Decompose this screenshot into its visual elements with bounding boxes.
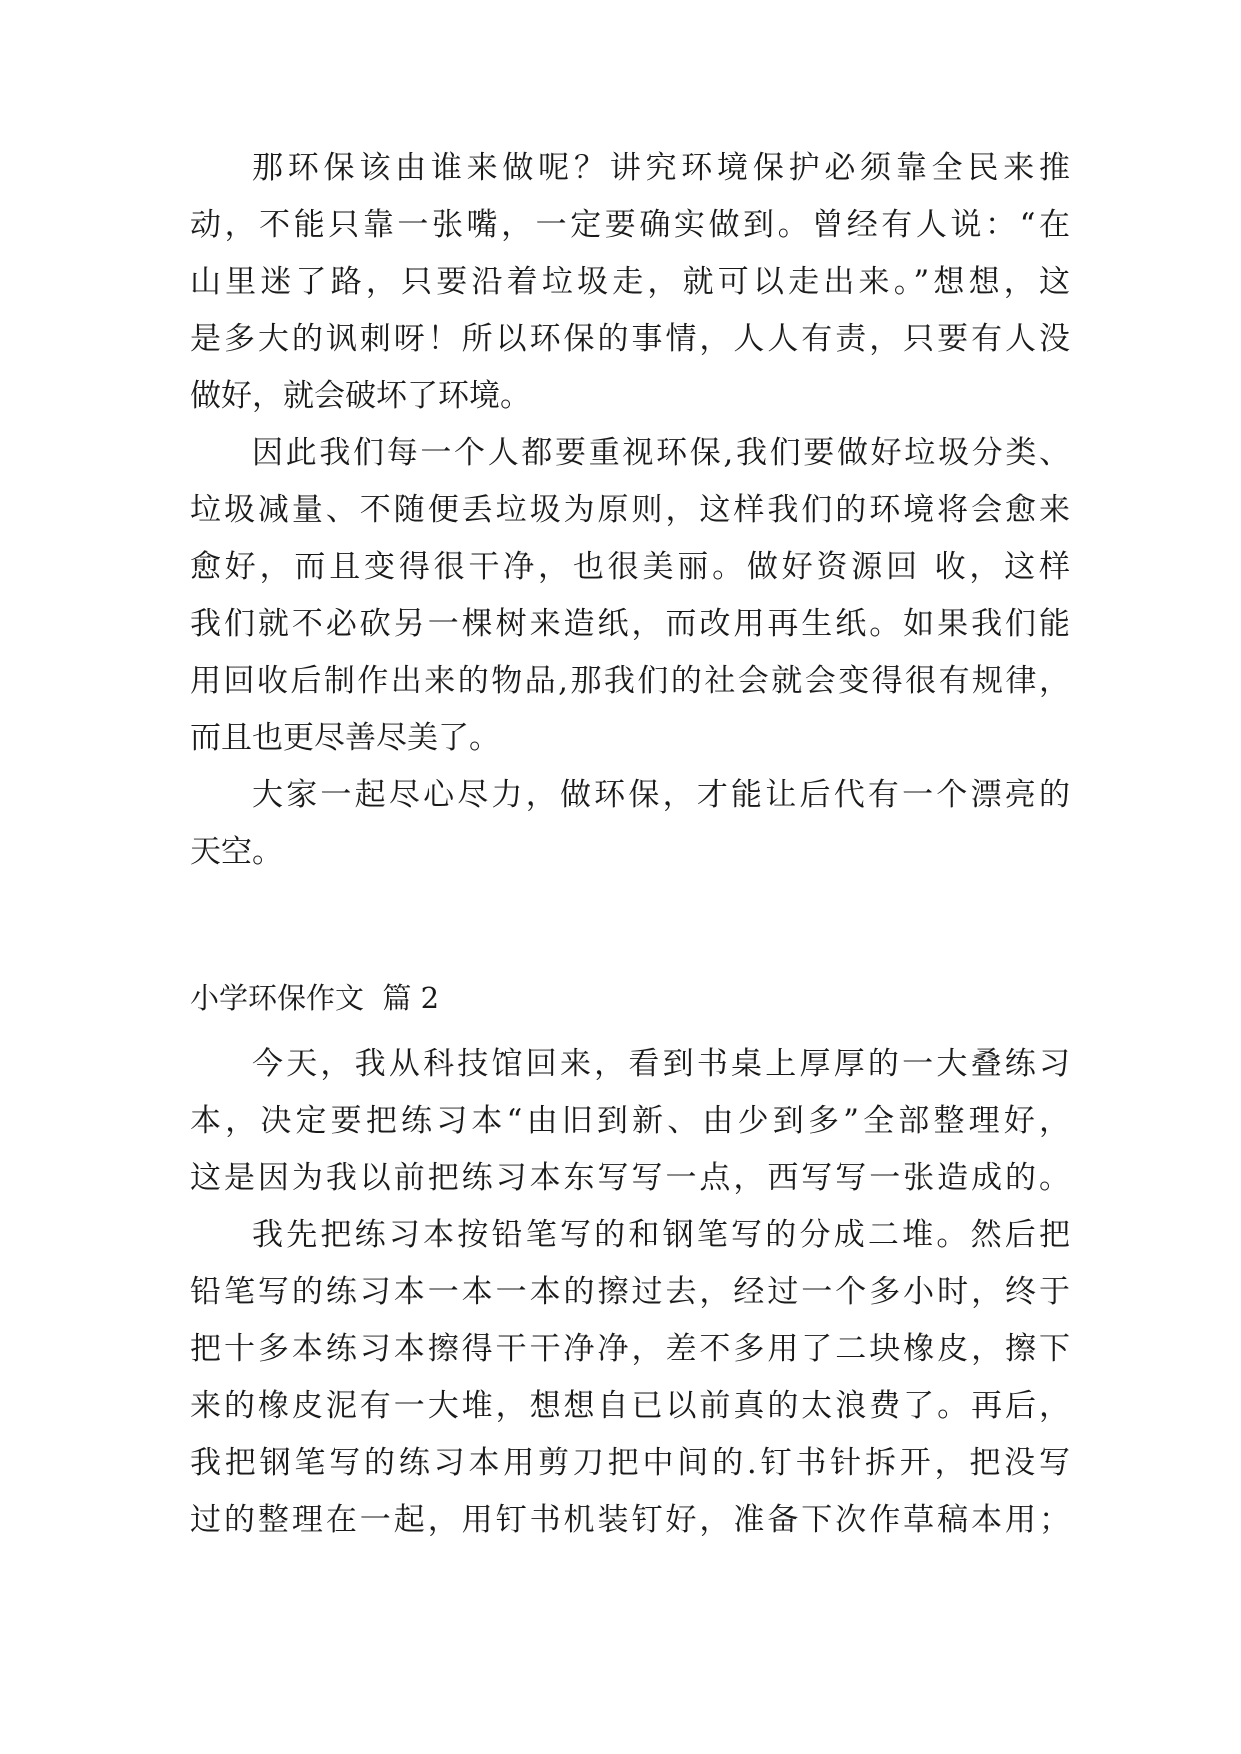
paragraph-line: 垃圾减量、不随便丢垃圾为原则，这样我们的环境将会愈来 bbox=[190, 492, 1070, 528]
paragraph-line: 来的橡皮泥有一大堆，想想自已以前真的太浪费了。再后， bbox=[190, 1388, 1070, 1424]
paragraph-line: 动，不能只靠一张嘴，一定要确实做到。曾经有人说：“在 bbox=[190, 207, 1070, 243]
paragraph-line: 过的整理在一起，用钉书机装钉好，准备下次作草稿本用； bbox=[190, 1502, 1070, 1538]
paragraph-line: 因此我们每一个人都要重视环保,我们要做好垃圾分类、 bbox=[252, 435, 1070, 471]
paragraph-line: 用回收后制作出来的物品,那我们的社会就会变得很有规律， bbox=[190, 663, 1070, 699]
paragraph-line: 这是因为我以前把练习本东写写一点，西写写一张造成的。 bbox=[190, 1160, 1070, 1196]
paragraph-line: 把十多本练习本擦得干干净净，差不多用了二块橡皮，擦下 bbox=[190, 1331, 1070, 1367]
paragraph-line: 今天，我从科技馆回来，看到书桌上厚厚的一大叠练习 bbox=[252, 1046, 1070, 1082]
section-heading: 小学环保作文 篇 2 bbox=[190, 981, 440, 1015]
paragraph-line: 我先把练习本按铅笔写的和钢笔写的分成二堆。然后把 bbox=[252, 1217, 1070, 1253]
paragraph-line: 铅笔写的练习本一本一本的擦过去，经过一个多小时，终于 bbox=[190, 1274, 1070, 1310]
paragraph-line: 而且也更尽善尽美了。 bbox=[190, 720, 500, 756]
paragraph-line: 山里迷了路，只要沿着垃圾走，就可以走出来。”想想，这 bbox=[190, 264, 1070, 300]
paragraph-line: 我把钢笔写的练习本用剪刀把中间的.钉书针拆开，把没写 bbox=[190, 1445, 1070, 1481]
paragraph-line: 是多大的讽刺呀！所以环保的事情，人人有责，只要有人没 bbox=[190, 321, 1070, 357]
paragraph-line: 那环保该由谁来做呢？讲究环境保护必须靠全民来推 bbox=[252, 150, 1070, 186]
paragraph-line: 天空。 bbox=[190, 834, 283, 870]
paragraph-line: 做好，就会破坏了环境。 bbox=[190, 378, 531, 414]
paragraph-line: 我们就不必砍另一棵树来造纸，而改用再生纸。如果我们能 bbox=[190, 606, 1070, 642]
paragraph-line: 本，决定要把练习本“由旧到新、由少到多”全部整理好， bbox=[190, 1103, 1070, 1139]
paragraph-line: 大家一起尽心尽力，做环保，才能让后代有一个漂亮的 bbox=[252, 777, 1070, 813]
paragraph-line: 愈好，而且变得很干净，也很美丽。做好资源回 收，这样 bbox=[190, 549, 1070, 585]
